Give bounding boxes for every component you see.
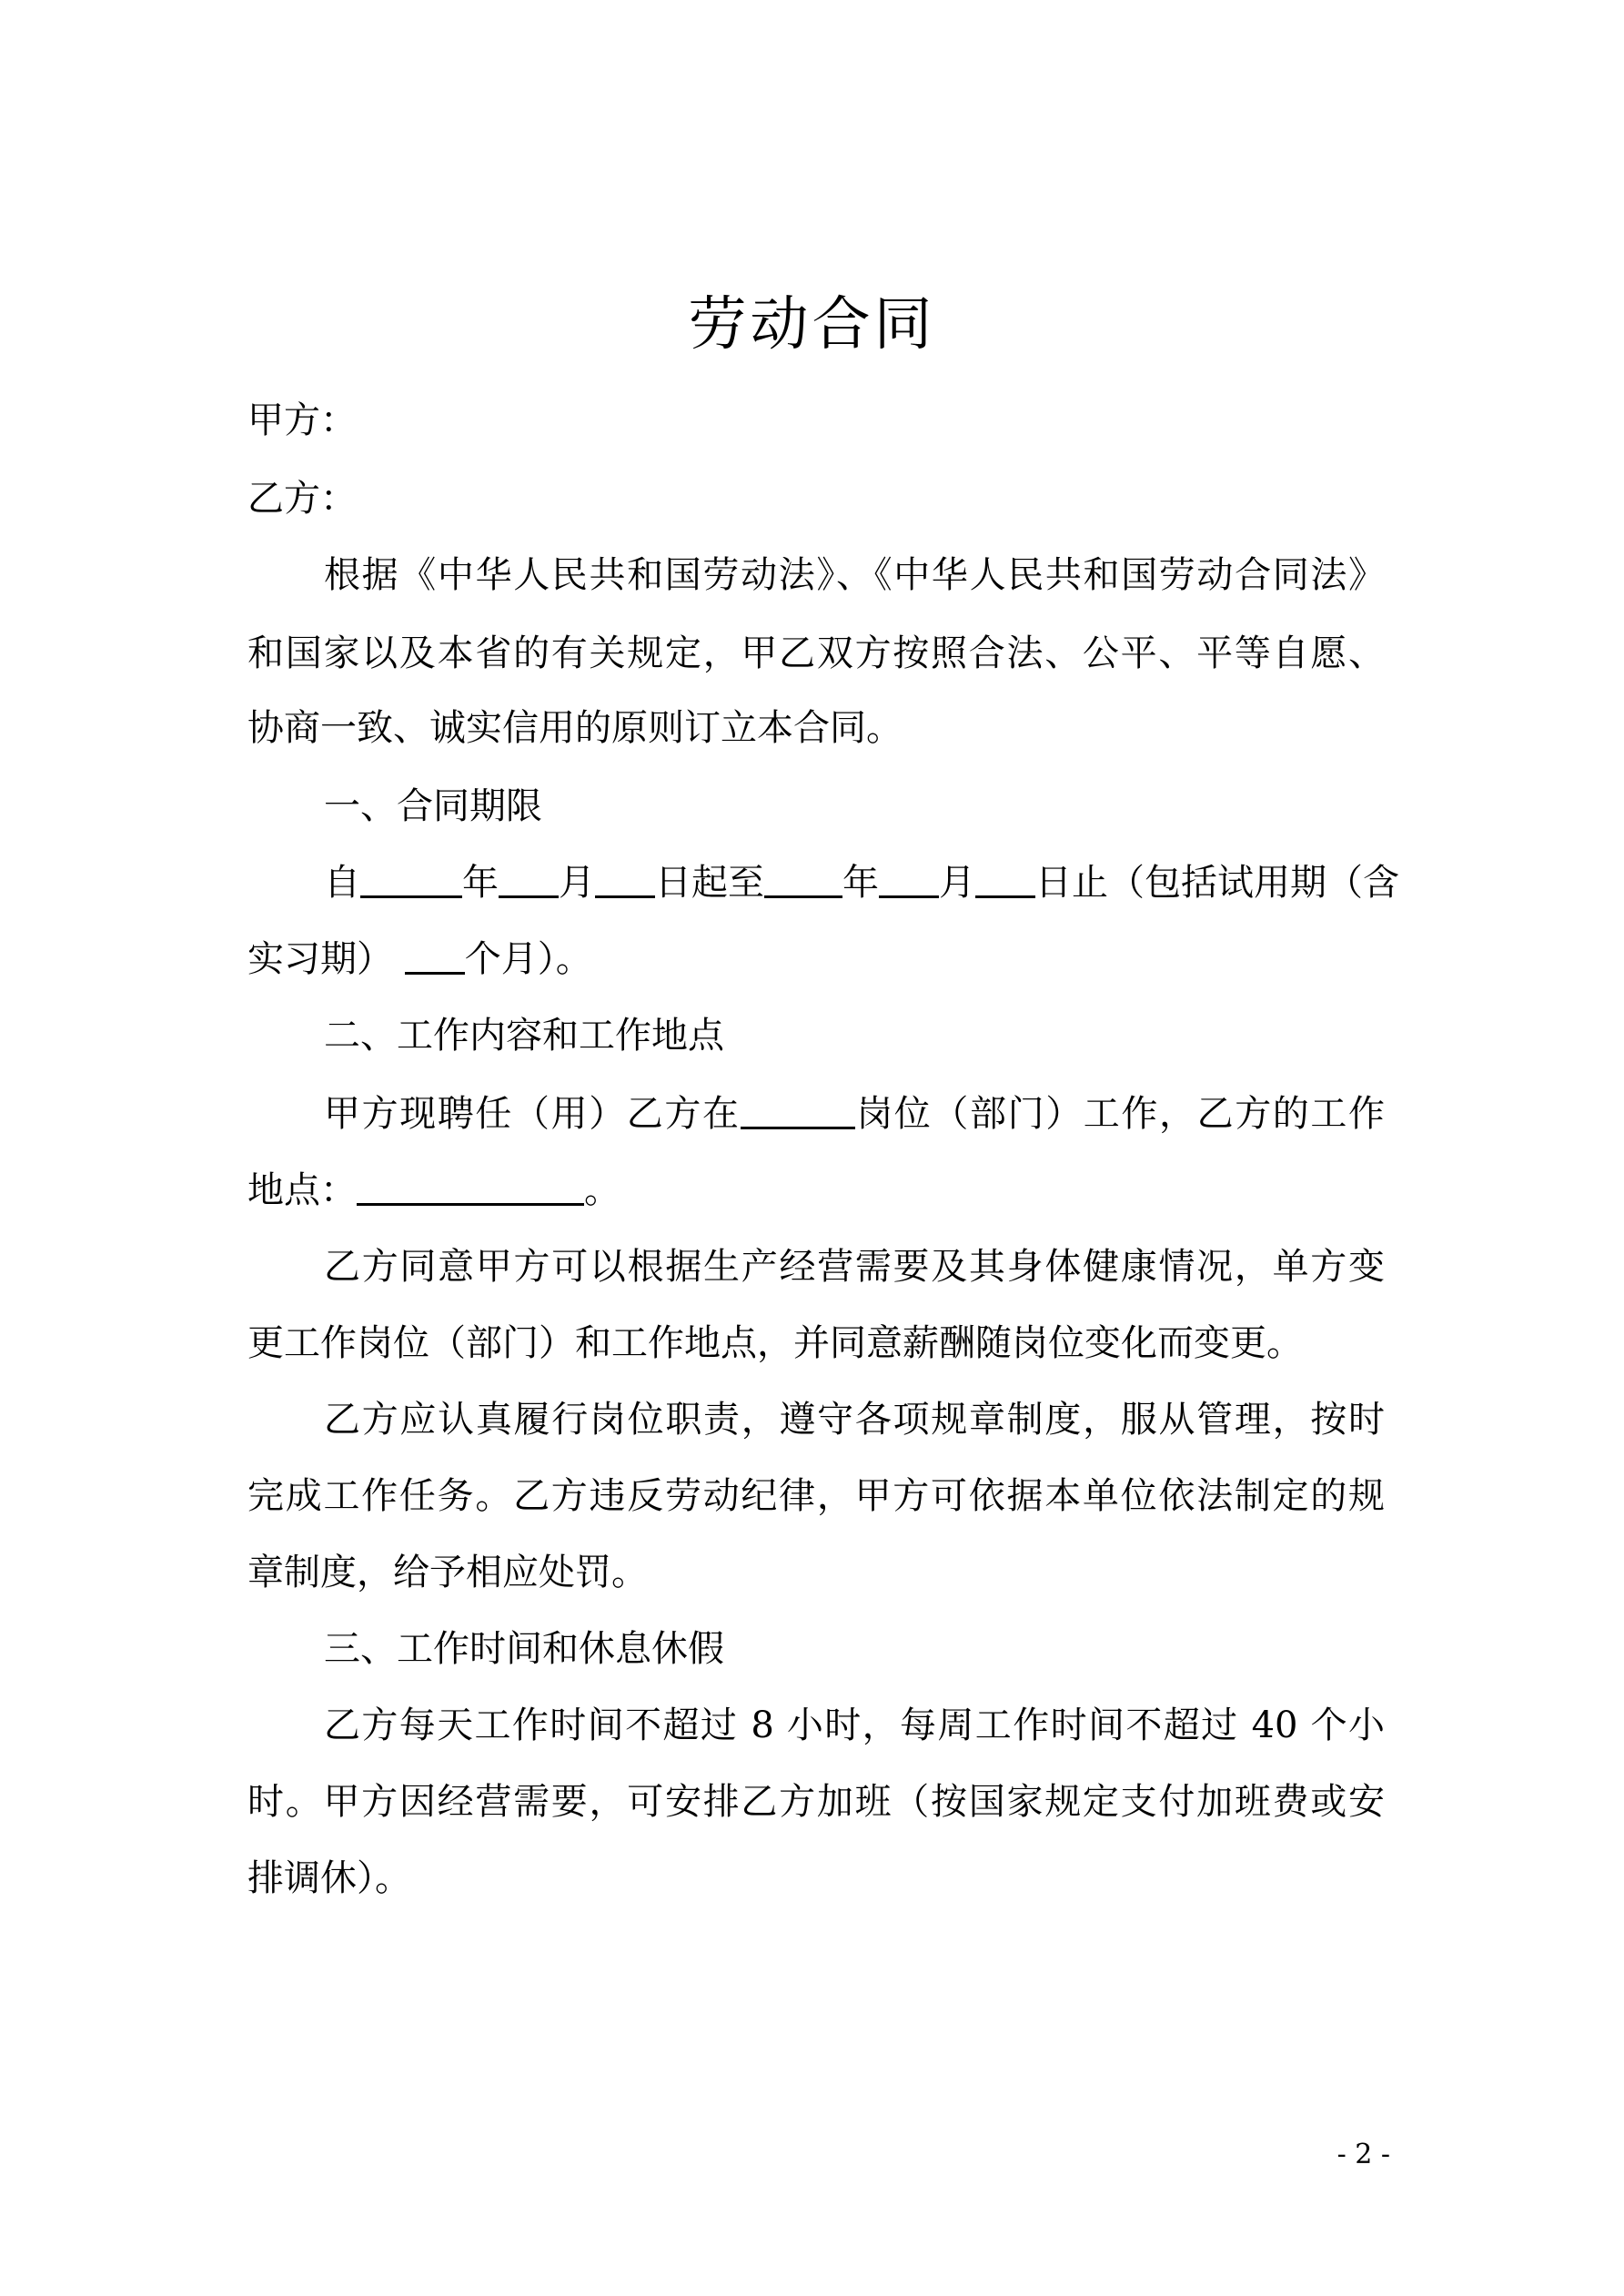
month-label: 月 [559,862,595,904]
section-2-para-3-line-3: 章制度，给予相应处罚。 [247,1552,648,1593]
position-blank[interactable] [741,1090,855,1129]
party-b-label: 乙方： [247,478,357,520]
months-label: 个月）。 [464,938,592,980]
internship-label: 实习期） [247,938,393,980]
section-2-para-2-line-2: 更工作岗位（部门）和工作地点，并同意薪酬随岗位变化而变更。 [247,1322,1303,1364]
probation-months-blank[interactable] [405,936,465,975]
page-number: - 2 - [1337,2139,1390,2170]
location-period: 。 [584,1169,620,1211]
preamble-line-1: 根据《中华人民共和国劳动法》、《中华人民共和国劳动合同法》 [324,554,1385,596]
end-day-blank[interactable] [975,859,1035,898]
probation-label: 日止（包括试用期（含 [1035,862,1399,904]
section-3-heading: 三、工作时间和休息休假 [324,1628,724,1670]
section-3-line-3: 排调休）。 [247,1857,411,1899]
until-label: 日起至 [655,862,764,904]
section-3-line-1: 乙方每天工作时间不超过 8 小时，每周工作时间不超过 40 个小 [324,1704,1385,1746]
section-2-para-3-line-1: 乙方应认真履行岗位职责，遵守各项规章制度，服从管理，按时 [324,1399,1385,1441]
party-a-label: 甲方： [247,400,357,441]
location-label: 地点： [247,1169,357,1211]
section-3-line-2: 时。甲方因经营需要，可安排乙方加班（按国家规定支付加班费或安 [247,1781,1385,1823]
year-label-2: 年 [842,862,879,904]
position-line [247,1088,1385,1139]
end-month-blank[interactable] [879,859,939,898]
probation-line [247,934,1385,985]
location-blank[interactable] [357,1167,584,1206]
document-title: 劳动合同 [688,291,936,359]
preamble-line-3: 协商一致、诚实信用的原则订立本合同。 [247,707,903,749]
term-from-label: 自 [324,862,360,904]
month-label-2: 月 [939,862,975,904]
section-2-para-3-line-2: 完成工作任务。乙方违反劳动纪律，甲方可依据本单位依法制定的规 [247,1475,1385,1517]
section-1-heading: 一、合同期限 [324,785,542,827]
start-year-blank[interactable] [360,859,462,898]
position-text-b: 岗位（部门）工作，乙方的工作 [854,1093,1386,1135]
year-label: 年 [462,862,499,904]
position-text-a: 甲方现聘任（用）乙方在 [324,1093,741,1135]
start-day-blank[interactable] [595,859,655,898]
end-year-blank[interactable] [764,859,842,898]
location-line [247,1165,1385,1216]
start-month-blank[interactable] [499,859,559,898]
section-2-heading: 二、工作内容和工作地点 [324,1015,724,1057]
term-line [247,857,1399,908]
section-2-para-2-line-1: 乙方同意甲方可以根据生产经营需要及其身体健康情况，单方变 [324,1246,1385,1288]
preamble-line-2: 和国家以及本省的有关规定，甲乙双方按照合法、公平、平等自愿、 [247,632,1385,674]
